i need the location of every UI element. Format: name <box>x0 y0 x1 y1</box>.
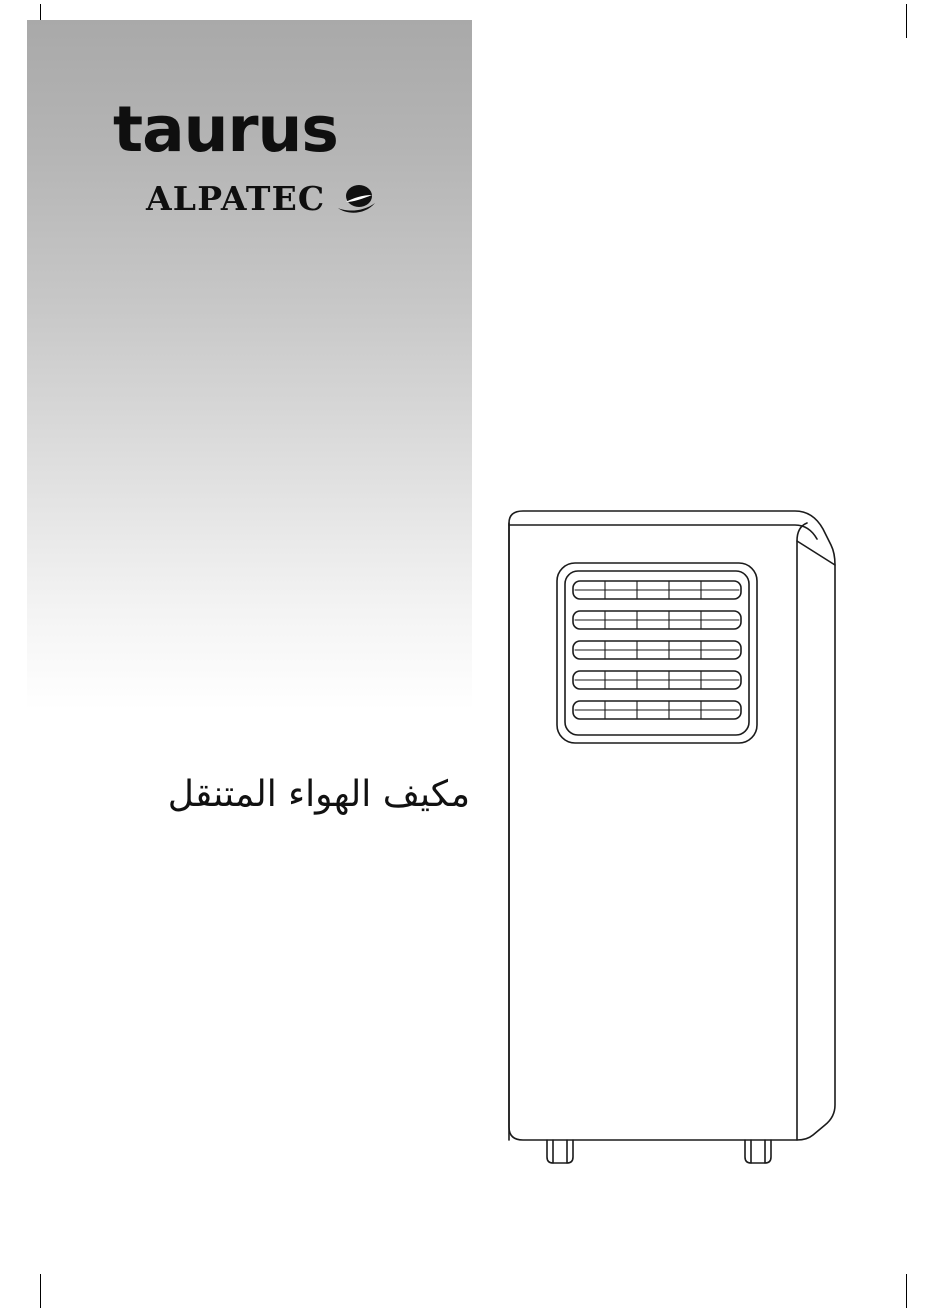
sub-brand-row <box>146 179 413 219</box>
crop-mark-bottom-right <box>906 1274 907 1308</box>
product-illustration-air-conditioner <box>495 495 845 1175</box>
page-title-arabic: مكيف الهواء المتنقل <box>167 774 470 815</box>
brand-name-alpatec: ALPATEC <box>146 179 326 219</box>
brand-name-taurus: taurus <box>113 93 338 166</box>
crop-mark-top-right <box>906 4 907 38</box>
leaf-swirl-icon <box>337 182 379 216</box>
crop-mark-bottom-left <box>40 1274 41 1308</box>
brand-logo-block <box>113 93 413 219</box>
